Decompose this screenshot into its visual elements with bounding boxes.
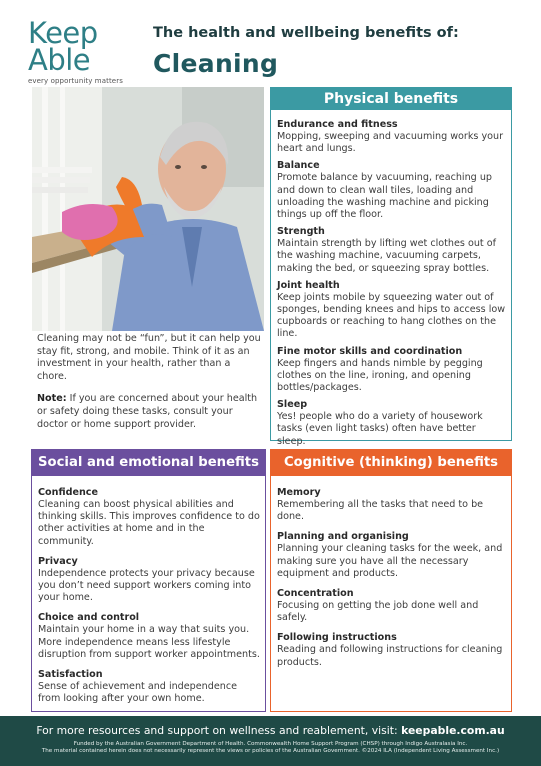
- physical-item: [277, 280, 506, 341]
- intro-note: [37, 393, 262, 431]
- cognitive-benefits-box: [270, 449, 512, 712]
- item-text: Reading and following instructions for cleaning products.: [277, 644, 503, 668]
- note-label: Note:: [37, 393, 67, 405]
- item-text: Planning your cleaning tasks for the week, and making sure you have all the necessary equipment and products.: [277, 543, 503, 579]
- logo-line-2: Able: [28, 43, 91, 77]
- item-title: Endurance and fitness: [277, 119, 398, 130]
- page-subtitle: The health and wellbeing benefits of:: [153, 25, 459, 41]
- physical-item: [277, 226, 506, 275]
- cognitive-item: [277, 531, 506, 580]
- keepable-logo: [28, 16, 138, 85]
- cognitive-benefits-heading: Cognitive (thinking) benefits: [271, 450, 511, 476]
- social-item: [38, 669, 260, 705]
- cognitive-item: [277, 588, 506, 624]
- footer-main-text: [0, 724, 541, 737]
- footer-visit-text: For more resources and support on wellness and reablement, visit:: [36, 724, 402, 737]
- item-title: Balance: [277, 160, 320, 172]
- page-title: Cleaning: [153, 49, 279, 78]
- intro-text: [37, 333, 262, 441]
- footer: [0, 716, 541, 766]
- physical-item: [277, 160, 506, 221]
- item-text: Cleaning can boost physical abilities and thinking skills. This improves confidence to do other activities at home and in the community.: [38, 499, 260, 547]
- item-text: Yes! people who do a variety of housework tasks (even light tasks) often have better sleep.: [277, 411, 483, 447]
- item-text: Sense of achievement and independence from looking after your own home.: [38, 681, 238, 705]
- item-title: Confidence: [38, 487, 98, 498]
- physical-benefits-box: [270, 87, 512, 447]
- item-title: Choice and control: [38, 612, 140, 624]
- photo-older-man-cleaning: [32, 87, 264, 331]
- item-text: Keep joints mobile by squeezing water out of sponges, bending knees and hips to access low cupboards or reaching to hang clothes on the line.: [277, 291, 506, 340]
- item-text: Maintain strength by lifting wet clothes out of the washing machine, vacuuming carpets, making the bed, or squeezing spray bottles.: [277, 238, 496, 274]
- item-title: Sleep: [277, 399, 308, 411]
- item-title: Fine motor skills and coordination: [277, 345, 463, 357]
- intro-paragraph: Cleaning may not be “fun”, but it can help you stay fit, strong, and mobile. Think of it as an investment in your health, rather than a chore.: [37, 333, 261, 382]
- note-text: If you are concerned about your health or safety doing these tasks, consult your doctor or home support provider.: [37, 393, 258, 430]
- item-title: Following instructions: [277, 632, 397, 644]
- item-text: Maintain your home in a way that suits you. More independence means less lifestyle disruption from support worker appointments.: [38, 624, 260, 660]
- logo-tagline: every opportunity matters: [28, 77, 123, 85]
- item-text: Focusing on getting the job done well and safely.: [277, 600, 479, 624]
- item-text: Remembering all the tasks that need to be done.: [277, 499, 484, 523]
- item-title: Satisfaction: [38, 669, 103, 681]
- physical-item: [277, 399, 506, 448]
- item-title: Strength: [277, 226, 325, 238]
- footer-funding: Funded by the Australian Government Department of Health. Commonwealth Home Support Program (CHSP) through Indigo Australasia Inc.: [73, 741, 468, 747]
- item-title: Concentration: [277, 588, 354, 600]
- cognitive-item: [277, 632, 506, 668]
- social-item: [38, 487, 260, 548]
- social-benefits-box: [31, 449, 266, 712]
- item-title: Privacy: [38, 555, 78, 567]
- physical-item: [277, 346, 506, 395]
- item-text: Promote balance by vacuuming, reaching up and down to clean wall tiles, loading and unloading the washing machine and picking things up off the floor.: [277, 172, 492, 221]
- item-text: Mopping, sweeping and vacuuming works your heart and lungs.: [277, 131, 504, 155]
- footer-disclaimer: The material contained herein does not necessarily represent the views or policies of the Australian Government. ©2024 ILA (Independent Living Assessment Inc.): [41, 748, 500, 755]
- physical-item: [277, 119, 506, 155]
- item-text: Independence protects your privacy because you don’t need support workers coming into your home.: [38, 567, 255, 604]
- physical-benefits-heading: Physical benefits: [271, 88, 511, 110]
- footer-website-link[interactable]: keepable.com.au: [401, 724, 505, 737]
- item-title: Joint health: [277, 279, 340, 291]
- item-title: Planning and organising: [277, 531, 409, 543]
- social-item: [38, 612, 260, 661]
- item-title: Memory: [277, 487, 321, 498]
- social-item: [38, 556, 260, 605]
- logo-line-1: Keep: [28, 16, 98, 50]
- cognitive-item: [277, 487, 506, 523]
- social-benefits-heading: Social and emotional benefits: [32, 450, 265, 476]
- item-text: Keep fingers and hands nimble by pegging clothes on the line, ironing, and opening bottles/packages.: [277, 357, 483, 394]
